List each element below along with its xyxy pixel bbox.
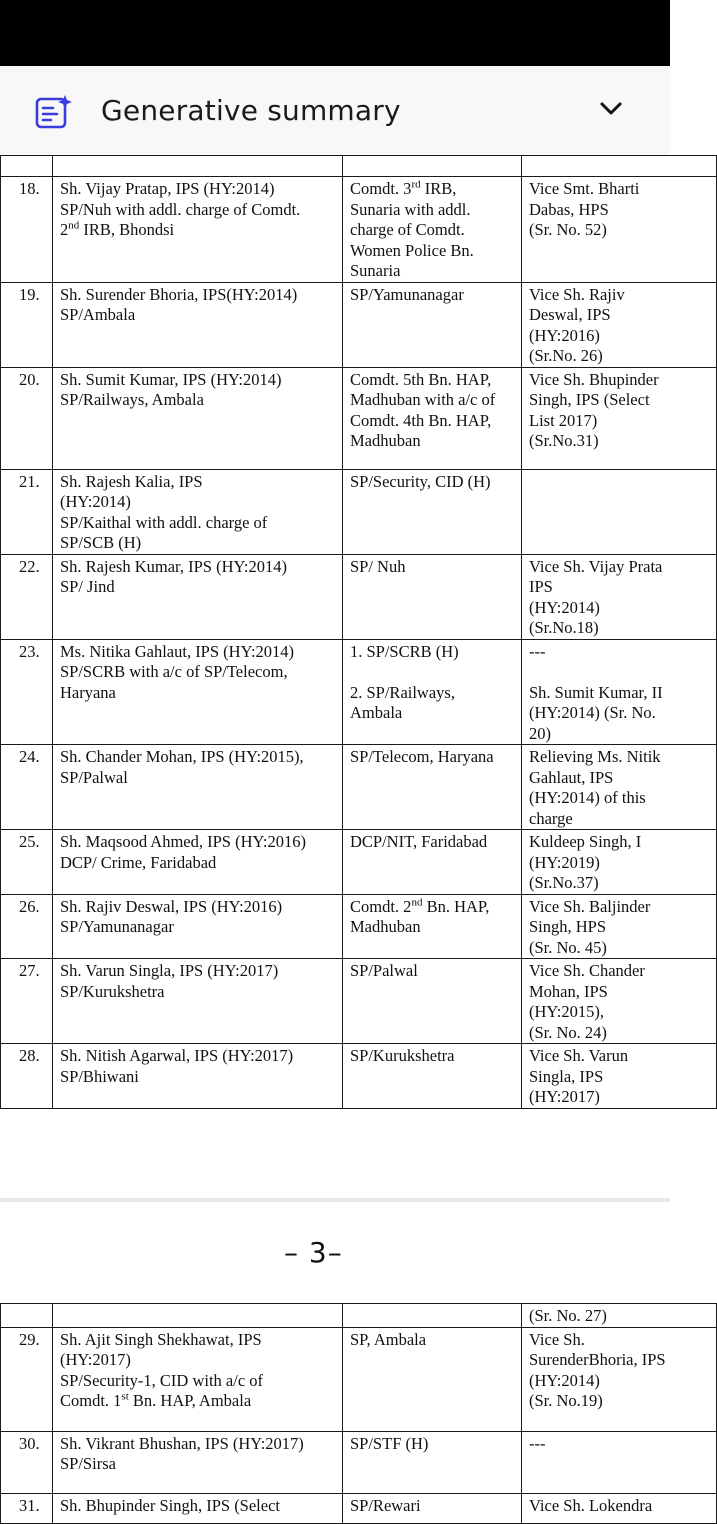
posting-line: SP/STF (H) (350, 1433, 429, 1453)
table-row (1, 894, 717, 959)
table-row (1, 1493, 717, 1523)
posting-line: Comdt. 3rd IRB, (350, 178, 457, 198)
officer-line: SP/Security-1, CID with a/c of (60, 1370, 264, 1390)
posting-line: 1. SP/SCRB (H) (350, 641, 459, 661)
posting-line: Comdt. 5th Bn. HAP, (350, 369, 492, 389)
officer-line: Sh. Varun Singla, IPS (HY:2017) (60, 961, 279, 980)
posting-line (350, 662, 515, 683)
officer-line: SP/Yamunanagar (60, 917, 174, 936)
vice-cell (522, 1431, 717, 1493)
posting-line: SP/Telecom, Haryana (350, 747, 494, 766)
chevron-down-icon[interactable] (596, 98, 626, 122)
table-row (1, 830, 717, 895)
posting-line: Sunaria with addl. (350, 199, 471, 219)
posting-cell (343, 894, 522, 959)
table-row (1, 1327, 717, 1431)
vice-line: Gahlaut, IPS (529, 767, 614, 787)
officer-line: (HY:2017) (60, 1350, 131, 1369)
vice-line: Vice Sh. Chander (529, 961, 645, 980)
posting-cell (343, 1431, 522, 1493)
vice-line: Singla, IPS (529, 1066, 604, 1086)
vice-cell (522, 1327, 717, 1431)
vice-line: 20) (529, 723, 551, 743)
posting-line: SP/Kurukshetra (350, 1046, 455, 1065)
vice-line: --- (529, 641, 546, 661)
officer-cell (53, 745, 343, 830)
vice-line (529, 662, 710, 683)
posting-cell (343, 745, 522, 830)
posting-line: SP/Yamunanagar (350, 284, 464, 304)
serial-number-cell: 19. (1, 282, 53, 367)
posting-line: Sunaria (350, 261, 401, 280)
officer-line: SP/Railways, Ambala (60, 390, 204, 409)
posting-line: SP/Palwal (350, 961, 418, 980)
officer-line: SP/Kurukshetra (60, 981, 165, 1001)
officer-line: Sh. Maqsood Ahmed, IPS (HY:2016) (60, 832, 306, 851)
vice-cell (522, 1304, 717, 1328)
posting-table-continued (0, 1303, 717, 1524)
officer-line: (HY:2014) (60, 492, 131, 511)
vice-line: (HY:2014) (529, 597, 600, 617)
vice-line: (Sr. No.19) (529, 1391, 603, 1410)
serial-number-cell: 21. (1, 469, 53, 554)
vice-line: Kuldeep Singh, I (529, 832, 642, 851)
officer-cell (53, 639, 343, 745)
officer-cell (53, 1327, 343, 1431)
vice-line: Vice Sh. Vijay Prata (529, 556, 663, 576)
vice-cell (522, 745, 717, 830)
vice-line: Vice Sh. (529, 1329, 585, 1349)
officer-line: SP/ Jind (60, 577, 115, 596)
officer-cell (53, 894, 343, 959)
posting-line: SP, Ambala (350, 1329, 427, 1349)
vice-line: (Sr.No.18) (529, 618, 599, 637)
officer-line: SP/Nuh with addl. charge of Comdt. (60, 199, 301, 219)
officer-cell (53, 554, 343, 639)
serial-number-cell: 27. (1, 959, 53, 1044)
vice-line: (HY:2014) (Sr. No. (529, 703, 656, 722)
posting-cell (343, 469, 522, 554)
vice-cell (522, 554, 717, 639)
document-page-3 (0, 1202, 670, 1515)
officer-line: Sh. Sumit Kumar, IPS (HY:2014) (60, 369, 282, 389)
posting-line: SP/Rewari (350, 1495, 421, 1515)
vice-line: Vice Sh. Lokendra (529, 1495, 653, 1515)
officer-line: SP/Ambala (60, 305, 136, 324)
vice-line: Deswal, IPS (529, 305, 611, 324)
posting-line: Madhuban (350, 917, 421, 936)
posting-cell (343, 1327, 522, 1431)
officer-line: Ms. Nitika Gahlaut, IPS (HY:2014) (60, 641, 295, 661)
table-row (1, 1044, 717, 1109)
officer-cell (53, 1431, 343, 1493)
officer-line: Sh. Nitish Agarwal, IPS (HY:2017) (60, 1046, 294, 1065)
vice-line: (Sr.No.31) (529, 431, 599, 450)
table-row (1, 639, 717, 745)
serial-number-cell: 26. (1, 894, 53, 959)
officer-cell (53, 177, 343, 283)
posting-cell (343, 959, 522, 1044)
serial-number-cell: 29. (1, 1327, 53, 1431)
posting-cell (343, 1304, 522, 1328)
vice-line: Vice Sh. Baljinder (529, 896, 651, 916)
posting-line: Ambala (350, 703, 403, 722)
posting-cell (343, 554, 522, 639)
serial-number-cell: 24. (1, 745, 53, 830)
officer-line: Sh. Bhupinder Singh, IPS (Select (60, 1495, 281, 1515)
posting-line: Comdt. 4th Bn. HAP, (350, 410, 492, 430)
vice-line: (HY:2019) (529, 852, 600, 872)
vice-line: (Sr. No. 45) (529, 937, 607, 957)
vice-line: Sh. Sumit Kumar, II (529, 682, 663, 702)
posting-cell (343, 830, 522, 895)
page-number: – 3– (284, 1236, 343, 1269)
posting-line: Comdt. 2nd Bn. HAP, (350, 896, 490, 916)
serial-number-cell: 30. (1, 1431, 53, 1493)
officer-line: 2nd IRB, Bhondsi (60, 219, 175, 239)
summary-header (0, 66, 670, 156)
vice-line: Vice Sh. Rajiv (529, 284, 625, 304)
vice-line: (Sr. No. 52) (529, 220, 607, 239)
officer-line: Sh. Rajesh Kalia, IPS (60, 471, 203, 491)
vice-cell (522, 894, 717, 959)
officer-line: SP/Kaithal with addl. charge of (60, 512, 268, 532)
vice-cell (522, 830, 717, 895)
officer-line: Sh. Surender Bhoria, IPS(HY:2014) (60, 284, 298, 304)
table-row (1, 554, 717, 639)
officer-line: Sh. Vijay Pratap, IPS (HY:2014) (60, 179, 275, 198)
posting-line: 2. SP/Railways, (350, 682, 455, 702)
vice-line: Vice Smt. Bharti (529, 179, 640, 198)
serial-number-cell: 31. (1, 1493, 53, 1523)
table-row (1, 1431, 717, 1493)
vice-line: Vice Sh. Bhupinder (529, 369, 659, 389)
officer-line: Haryana (60, 682, 116, 702)
posting-line: charge of Comdt. (350, 220, 465, 239)
serial-number-cell: 23. (1, 639, 53, 745)
vice-line: Singh, HPS (529, 917, 607, 936)
officer-line: Sh. Ajit Singh Shekhawat, IPS (60, 1329, 262, 1349)
posting-line: DCP/NIT, Faridabad (350, 832, 488, 851)
vice-line: Mohan, IPS (529, 981, 608, 1001)
vice-line: SurenderBhoria, IPS (529, 1350, 666, 1369)
officer-line: Sh. Vikrant Bhushan, IPS (HY:2017) (60, 1433, 304, 1453)
vice-line: Relieving Ms. Nitik (529, 747, 661, 766)
posting-cell (343, 1044, 522, 1109)
posting-line: Madhuban (350, 431, 421, 450)
serial-number-cell: 22. (1, 554, 53, 639)
serial-number-cell: 20. (1, 367, 53, 469)
officer-cell (53, 1044, 343, 1109)
officer-cell (53, 1493, 343, 1523)
vice-line: (Sr. No. 27) (529, 1306, 607, 1325)
table-row (1, 1304, 717, 1328)
vice-cell (522, 959, 717, 1044)
vice-cell (522, 1493, 717, 1523)
posting-line: SP/Security, CID (H) (350, 471, 491, 491)
vice-line: (HY:2014) (529, 1370, 600, 1390)
serial-number-cell: 25. (1, 830, 53, 895)
officer-cell (53, 830, 343, 895)
officer-line: SP/Palwal (60, 767, 128, 787)
table-row (1, 367, 717, 469)
officer-line: SP/SCRB with a/c of SP/Telecom, (60, 662, 288, 681)
status-bar (0, 0, 670, 66)
document-page-2 (0, 157, 670, 1200)
vice-cell (522, 1044, 717, 1109)
vice-cell (522, 282, 717, 367)
vice-cell (522, 367, 717, 469)
officer-line: Sh. Chander Mohan, IPS (HY:2015), (60, 747, 304, 766)
officer-line: SP/Sirsa (60, 1454, 116, 1473)
vice-line: List 2017) (529, 410, 598, 430)
posting-table (0, 155, 717, 1109)
vice-line: Vice Sh. Varun (529, 1046, 629, 1065)
table-row (1, 156, 717, 177)
posting-line: SP/ Nuh (350, 556, 406, 576)
officer-line: Comdt. 1st Bn. HAP, Ambala (60, 1390, 252, 1410)
vice-line: IPS (529, 577, 553, 596)
posting-line: Madhuban with a/c of (350, 390, 496, 409)
officer-cell (53, 1304, 343, 1328)
vice-line: (Sr.No.37) (529, 873, 599, 892)
vice-line: --- (529, 1433, 546, 1453)
posting-cell (343, 639, 522, 745)
vice-cell (522, 469, 717, 554)
serial-number-cell: 28. (1, 1044, 53, 1109)
officer-cell (53, 367, 343, 469)
vice-line: (HY:2015), (529, 1002, 605, 1021)
posting-cell (343, 1493, 522, 1523)
officer-line: DCP/ Crime, Faridabad (60, 852, 217, 872)
vice-line: (Sr. No. 24) (529, 1022, 607, 1042)
officer-line: SP/SCB (H) (60, 533, 142, 552)
vice-line: (Sr.No. 26) (529, 346, 603, 365)
table-row (1, 469, 717, 554)
serial-number-cell: 18. (1, 177, 53, 283)
posting-cell (343, 282, 522, 367)
vice-cell (522, 639, 717, 745)
posting-cell (343, 367, 522, 469)
officer-cell (53, 469, 343, 554)
vice-cell (522, 177, 717, 283)
officer-cell (53, 959, 343, 1044)
posting-cell (343, 177, 522, 283)
table-row (1, 959, 717, 1044)
table-row (1, 282, 717, 367)
vice-line: Dabas, HPS (529, 199, 609, 219)
vice-line: (HY:2017) (529, 1087, 600, 1106)
officer-line: Sh. Rajesh Kumar, IPS (HY:2014) (60, 556, 287, 576)
officer-line: SP/Bhiwani (60, 1066, 139, 1086)
officer-cell (53, 282, 343, 367)
officer-line: Sh. Rajiv Deswal, IPS (HY:2016) (60, 896, 283, 916)
table-row (1, 745, 717, 830)
posting-line: Women Police Bn. (350, 240, 474, 260)
vice-line: charge (529, 808, 573, 828)
vice-line: (HY:2016) (529, 325, 600, 345)
vice-line: Singh, IPS (Select (529, 390, 650, 409)
table-row (1, 177, 717, 283)
serial-number-cell (1, 1304, 53, 1328)
vice-line: (HY:2014) of this (529, 788, 646, 807)
ai-summary-icon[interactable] (34, 94, 74, 130)
summary-title: Generative summary (101, 94, 401, 127)
